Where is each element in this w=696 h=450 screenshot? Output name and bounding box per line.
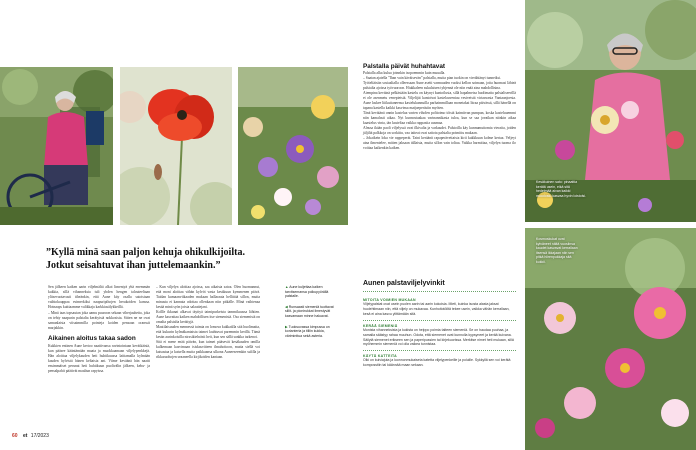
pull-quote-line2: Jotkut seisahtuvat ihan juttelemaankin.” — [46, 259, 221, 271]
col1-paragraph-2: – Minä taas topsautan joka aamu puuroon sekaan viherjauhetta, joka on tehty naapurin palstalta kerätyistä nokkosista. Sitten ne ne ovat samanlaista viisaimmilla pointeja koiden pensaan oranssit marjakkin. — [48, 311, 150, 330]
side-note-3 — [285, 325, 335, 339]
tips-divider-3 — [363, 350, 516, 351]
page-number: 60 — [12, 433, 18, 439]
magazine-name: et — [22, 433, 28, 439]
col3-paragraph-6: Alnssa ikään paoli viljelyssä ovat ilkivalta ja varkaudet. Palstoilla käy kunnumuttomia vieraita, joiden jäljiltä palkkoja on sorkittu, vaa taiteat ovat sattota palstalta poimittu mukaan. — [363, 126, 516, 135]
caption-woman-flowers: Kesäkuinen sato: pinaattia kerätä usein, eikä sitä hedelmää aivan kaikki muodostu kasvaa hyvin loistolsi. — [536, 180, 586, 198]
col3-paragraph-7: – Jokaikein loka vie rappeperät. Taini keräänit rapaperävettaista kirii kukkkuun kolme kertaa. Veljeyt aina ilmentelee, mitten jaksaan tällaista, mutta sillon vain toltua. Vaikka harmittaa, viljelyn tuoma ilo voittaa kaikenkin kaiken. — [363, 136, 516, 150]
col3-paragraph-3: Työteliäisiin sosiaalialla olleessaan Aune asetti varmuuden vuoksi kellon soimaan, jotta huomasi lähteä palstalta ajoissa työvuoroon. Hiukkaleen sukulaisen tyhjennä ole niin enää aina mahdollisina. — [363, 81, 516, 90]
photo-woman-bicycle — [0, 67, 113, 225]
side-note-1 — [285, 285, 335, 299]
chevron-right-icon: ▶ — [285, 324, 288, 329]
photo-red-poppy — [120, 67, 232, 225]
col1-subheading: Aikainen aloitus takaa sadon — [48, 335, 136, 342]
side-note-2 — [285, 305, 335, 319]
col3-paragraph-4: Aiempina keväinä pelkästään kastelu on käynyt kuntoilusta, sillä hapalmetsa huolimatta palstaliseerillä et ole asenmetu venepietsiä. Viljelijät kantoivat kastelauveniau vesiveistä virtaavasta Vantaanjoesta. Aune laskee liiikuttaneensa kastelukannuilla parhaimmillaan monetakat litraa päivässä, sillä hänellä on tapana kastella kaikki kasvinsa matjaeperäsiin myöten. — [363, 91, 516, 110]
pull-quote — [46, 247, 356, 272]
col2-paragraph-2: Kollle ikkunat alkavat täyttyä taimipurkeista tammikuussa lähtien. Aune kasvattaa kaiken mahdollisen itse siemenistä. Osa siemenistä on omalta palstalta kerättyjä. — [156, 310, 260, 324]
col1-paragraph-3: Kukkien entinen Aune kertoo naattivansa ravintointaan kevätkäistä, kun pääsee kääntämään maata ja muokkaamaan viljelypenkkejä. Hän aloittaa viljelykauden heti huhtikuussa laittamalla kylmään kauden hylvistä hänen keltaisia ant. Viime keväänä hän naatti ensimmäiset perunat heti huhtikuun puolivälin jälkeen, kehu- ja pensalpahit päätivät maaliun rapyissa. — [48, 344, 150, 373]
caption-cosmos: Kosmoskukat ovat kylväneet näitä vuosiinsa kaudet kasvavat kerrallaan itsensä ikkajaan niin sen pitkä hiirenpukkaja sitä kukkii. — [536, 237, 578, 264]
tips-box — [363, 280, 516, 368]
col3-paragraph-2: – Saatan ajatella ”Ihan vain käväisevän” palstalla, mutta pian tuokin on vierähtänyt tunneiksi. — [363, 76, 502, 80]
side-note-3-text: Tuoksuvassa kimpussa on korianteria ja tilliin kukkia, väriminttua sekä asteria. — [285, 324, 330, 338]
tips-heading-3: KÄYTÄ KATTEITA — [363, 354, 398, 359]
col2-paragraph-1: – Kun viljelyn aloittaa ajoissa, saa aikaista satoa. Olen huomannut, että moni aloittaa vähän kylvöt vasta kesäkuun kymmenen päivä. Taidan kumaanviikaaden mukaan hallaraata hellittää sillon, mutta minusta ei kannata odottaa ollenkaan niin pitkälle. Minä vaihtenaa kesää minä syön joista salaattejani. — [156, 285, 260, 309]
col3-heading: Palstalla päivät huhahtavat — [363, 63, 446, 70]
chevron-left-icon: ◀ — [285, 304, 288, 309]
tips-divider-2 — [363, 320, 516, 321]
tips-title: Aunen palstaviljelyvinkit — [363, 280, 445, 287]
tips-text-3: Olki on kuiviajuta ja luonnonmukaiseta katetta viljelypenkeille ja poluille. Sykkyllä sen voi kerätä komposstiin tai käännää maan sekaan. — [363, 358, 511, 368]
col3-paragraph-5: Tänä kevätänä onnin kastelua varten viholen polttoimo töistä kaimitvan pumpun, koska kasteluuemmi niin kamalasti aikaa. Nyt kunnostaakaa vartnannikasta tuloa, kun se saa joeaikan niinkin aikaa kaastelus vinta, tän kasteltaa vaikka rappastia uusmaa. — [363, 111, 516, 125]
tips-text-2: Monista vihanneksista ja kukista on helppo poimia talteen siemeniä. Se on haudaa puuhaa, ja samalla säästyy rahaa muuhun. Odota, että siemenet ovat kunnolla kypsyneet ja kerää kuivana. Säilytä siemenet erikseen sen ja paperipussien tai kirjekuorissa. Merkitse nimet heti mukaan, sillä myöhemmin siemeniä voi olla vaikea tunnistaa. — [363, 327, 514, 347]
tips-heading-2: KERÄÄ SIEMENIÄ — [363, 323, 398, 328]
side-note-2-text: Runsaasti siemeniä tuottavat sillit- ja pionirukkat ilmestyvät kasvamaan minne haluavat. — [285, 304, 334, 318]
side-notes — [285, 285, 335, 338]
col2-paragraph-3: Maatilaisuuden mennessä taimia on lomova kukkaälla sitä huolimatta, että kukurin kylmäkantaista taimet lauhtuvat paremmin kerillä. Tämä kesän aurinkoisilla nirssikiehrästi heit, kun sen sällä sankka tarkenoi. — [156, 325, 260, 339]
side-note-1-text: Aune kuljettaa kaiken tarvitsemansa polkupyörällä palstalle. — [285, 285, 329, 299]
pull-quote-line1: ”Kyllä minä saan paljon kehuja ohikulkijoilta. — [46, 247, 245, 258]
photo-red-poppy-art — [120, 67, 232, 225]
photo-flower-field — [238, 67, 348, 225]
photo-flower-field-art — [238, 67, 348, 225]
tips-text-1: Viljelypalstat ovat usein puolen aarin tai aarin kokoisia. Mieti, kuinka isosta alasta jaksat huolehtimaan niin, että viljely on mukavaa. Kunhoitotöiltä tekee usein, vaikka vähän kerrallaan, kesä ei aina kasvu ylittämään sitä. — [363, 302, 510, 316]
photo-woman-bicycle-art — [0, 67, 113, 225]
col2-paragraph-4: Sitä ei mene enää päivän, kun taimet pääsevät kesäkauden omilla kulkemaan kasvimaan isiskasvitteen ilmahoitoon, mutta siellä voi katsastaa ja katsella mutta paikkaansa ulkona Auneeseemkin sulilla ja rikkaruohojen seaaneella kirjikoiden kantaan. — [156, 340, 260, 359]
tips-divider-1 — [363, 291, 516, 292]
text-column-1 — [48, 285, 150, 374]
col1-paragraph-1: Sen jälkeen kaiken aarin viljelmältä alkoi limentyä yhä enemmän kukkia, sillä vihanneksia tuli yhden hengen talouteeltaan ylitsevuotavasti tiheänkin, että Aune käy osalla satoistaan vaihtokauppaa esimerkiksi naapuripihojen herukoiden kanssa. Hotnaaps kuittaamme valikkaja karkkiasälykkeillä. — [48, 285, 150, 309]
text-column-3 — [363, 63, 516, 151]
page-footer — [12, 433, 49, 439]
col3-paragraph-1: Palstalla alka kulua joinnkin isopoemmin kuin muualla. — [363, 71, 446, 75]
tips-heading-1: MITOITA VOIMIEN MUKAAN — [363, 298, 416, 302]
chevron-up-icon: ▲ — [285, 285, 289, 289]
text-column-2 — [156, 285, 260, 360]
issue-number: 17/2023 — [30, 433, 49, 439]
